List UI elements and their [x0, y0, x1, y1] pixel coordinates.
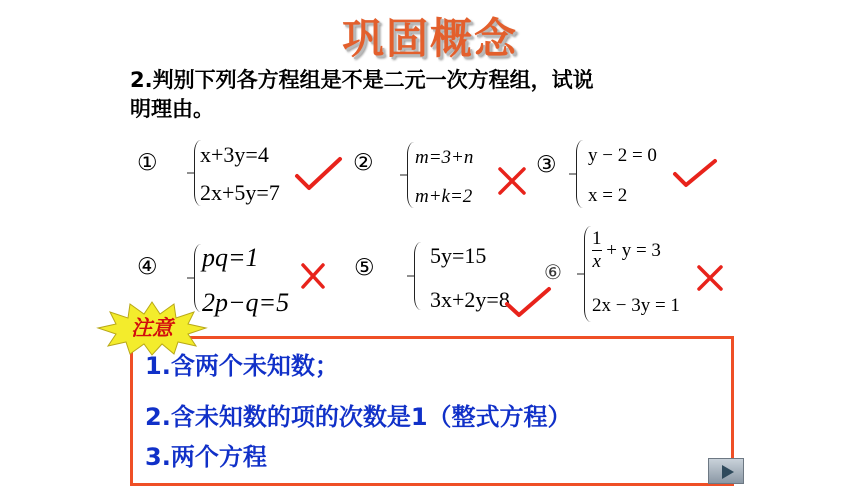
system-4-eq1: pq=1	[202, 243, 259, 272]
system-2-eq1: m=3+n	[415, 147, 474, 168]
system-5-eq2: 3x+2y=8	[430, 287, 510, 312]
system-1-label: ①	[137, 150, 158, 176]
cross-mark-icon	[300, 262, 326, 290]
system-3-brace	[576, 140, 583, 208]
play-icon[interactable]	[708, 458, 744, 484]
fraction-numerator: 1	[592, 228, 602, 249]
check-mark-icon	[504, 286, 552, 318]
system-2-eq2: m+k=2	[415, 186, 473, 207]
system-5-brace	[414, 242, 421, 310]
note-item-2: 2.含未知数的项的次数是1（整式方程）	[145, 403, 572, 431]
cross-mark-icon	[696, 264, 724, 292]
question-line-1: 2.判别下列各方程组是不是二元一次方程组，试说	[130, 68, 594, 92]
question-text	[130, 66, 730, 124]
note-item-3: 3.两个方程	[145, 443, 267, 471]
system-6-eq1-rest: + y = 3	[606, 240, 661, 261]
note-item-1: 1.含两个未知数；	[145, 352, 339, 380]
system-2-brace	[407, 142, 414, 208]
check-mark-icon	[294, 156, 344, 192]
fraction	[592, 228, 602, 273]
system-1-eq2: 2x+5y=7	[200, 180, 280, 205]
system-6-eq2: 2x − 3y = 1	[592, 295, 680, 316]
note-badge: 注意	[131, 315, 173, 340]
system-3-label: ③	[536, 152, 557, 178]
system-6-eq1	[592, 228, 661, 273]
system-5-label: ⑤	[354, 255, 375, 281]
system-5-eq1: 5y=15	[430, 243, 487, 268]
question-line-2: 明理由。	[130, 97, 214, 121]
system-3-eq2: x = 2	[588, 185, 628, 206]
page-title: 巩固概念	[341, 14, 518, 63]
system-6-brace	[584, 226, 591, 322]
system-6-label: ⑥	[544, 260, 562, 284]
system-3-eq1: y − 2 = 0	[588, 145, 657, 166]
cross-mark-icon	[497, 166, 527, 196]
check-mark-icon	[672, 158, 718, 188]
system-4-label: ④	[137, 254, 158, 280]
fraction-denominator: x	[592, 251, 601, 272]
system-1-eq1: x+3y=4	[200, 142, 269, 167]
system-4-eq2: 2p−q=5	[202, 288, 290, 317]
system-2-label: ②	[353, 150, 374, 176]
